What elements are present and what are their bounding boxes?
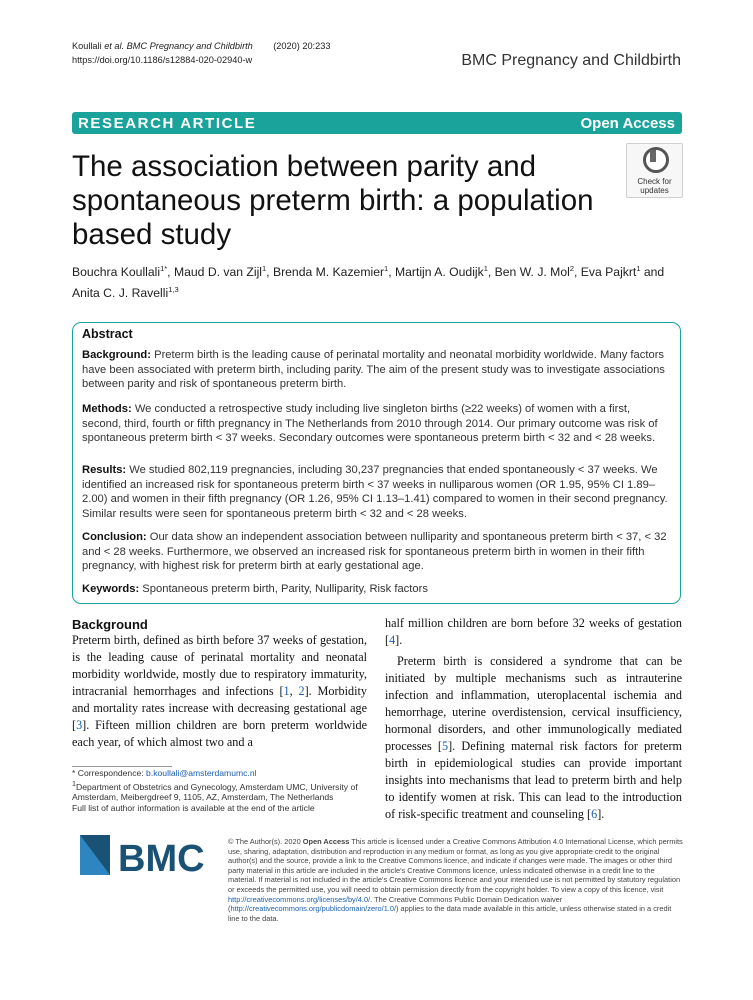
author-list: Bouchra Koullali$^{1*}$, Maud D. van Zijl$^1$, Brenda M. Kazemier$^1$, Martijn A. Oudijk$^1$, Ben W. J. Mol$^2$, Eva Pajkrt$^1$ and Anita C. J. Ravelli$^{1,3}$ (72, 264, 665, 301)
citation-year: (2020) 20:233 (273, 41, 331, 51)
abstract-heading: Abstract (82, 327, 133, 341)
check-for-updates-icon (643, 147, 669, 173)
article-title: The association between parity and spontaneous preterm birth: a population based study (72, 150, 594, 251)
license-link[interactable]: http://creativecommons.org/licenses/by/4.0/ (228, 894, 371, 904)
journal-name: BMC Pregnancy and Childbirth (461, 52, 681, 69)
doi-link[interactable]: https://doi.org/10.1186/s12884-020-02940-w (72, 54, 253, 65)
bmc-logo-text: BMC (118, 838, 205, 880)
citation-link[interactable]: 6 (591, 807, 598, 821)
section-heading: Background (72, 617, 148, 632)
check-for-updates-label: Check for updates (637, 177, 672, 195)
bmc-logo-icon (78, 823, 218, 883)
body-left-column: Preterm birth, defined as birth before 37 weeks of gestation, is the leading cause of perinatal mortality and neonatal morbidity worldwide, mostly due to respiratory immaturity, intracranial hemorrhages and infections [1, 2]. Morbidity and mortality rates increase with decreasing gestational age [3]. Fifteen million children are born preterm worldwide each year, of which almost two and a (72, 633, 367, 749)
abstract-methods: Methods: We conducted a retrospective study including live singleton births (≥22 weeks) of women with a first, second, third, fourth or fifth pregnancy in The Netherlands from 2010 through 2014. Our primary outcome was risk of spontaneous preterm birth < 37 weeks. Secondary outcomes were spontaneous preterm birth < 32 and < 28 weeks. (82, 403, 658, 445)
citation-link[interactable]: 1 (283, 684, 290, 698)
citation-link[interactable]: 4 (389, 633, 396, 647)
abstract-results: Results: We studied 802,119 pregnancies, including 30,237 pregnancies that ended spontaneously < 37 weeks. We identified an increased risk for spontaneous preterm birth < 37 weeks in nulliparous women (OR 1.95, 95% CI 1.89–2.00) and women in their fifth pregnancy (OR 1.26, 95% CI 1.13–1.41) compared to women in their second pregnancy. Similar results were seen for spontaneous preterm birth < 32 and < 28 weeks. (82, 464, 668, 520)
license-text: © The Author(s). 2020 Open Access This article is licensed under a Creative Commons Attribution 4.0 International License, which permits use, sharing, adaptation, distribution and reproduction in any medium or format, as long as you give appropriate credit to the original author(s) and the source, provide a link to the Creative Commons licence, and indicate if changes were made. The images or other third party material in this article are included in the article's Creative Commons licence, unless indicated otherwise in a credit line to the material. If material is not included in the article's Creative Commons licence and your intended use is not permitted by statutory regulation or exceeds the permitted use, you will need to obtain permission directly from the copyright holder. To view a copy of this licence, visit http://creativecommons.org/licenses/by/4.0/. The Creative Commons Public Domain Dedication waiver (http://creativecommons.org/publicdomain/zero/1.0/) applies to the data made available in this article, unless otherwise stated in a credit line to the data. (228, 837, 683, 923)
bookmark-icon (650, 150, 656, 162)
waiver-link[interactable]: http://creativecommons.org/publicdomain/zero/1.0/ (230, 904, 397, 914)
footnote-divider (72, 766, 172, 767)
citation-link[interactable]: 3 (76, 718, 83, 732)
correspondence-footnote: * Correspondence: b.koullali@amsterdamumc.nl $^1$Department of Obstetrics and Gynecology, Amsterdam UMC, University of Amsterdam, Meibergdreef 9, 1105, AZ, Amsterdam, The Netherlands Full list of author information is available at the end of the article (72, 768, 358, 813)
running-header (72, 40, 330, 67)
citation-authors: Koullali (72, 41, 105, 51)
citation-link[interactable]: 5 (441, 739, 449, 753)
open-access-label: Open Access (580, 115, 675, 132)
citation-journal: et al. BMC Pregnancy and Childbirth (104, 41, 253, 51)
body-right-column: half million children are born before 32 weeks of gestation [4]. Preterm birth is considered a syndrome that can be initiated by multiple mechanisms such as intrauterine infection and inflammation, uteroplacental ischemia and hemorrhage, uterine overdistension, cervical insufficiency, hormonal disorders, and other immunologically mediated processes [5]. Defining maternal risk factors for preterm birth in epidemiological studies can provide important insights into mechanisms that lead to preterm birth and help to identify women at risk. This can lead to the introduction of risk-specific treatment and counseling [6]. (385, 616, 682, 821)
abstract-keywords: Keywords: Spontaneous preterm birth, Parity, Nulliparity, Risk factors (82, 583, 428, 595)
abstract-conclusion: Conclusion: Our data show an independent association between nulliparity and spontaneous preterm birth < 37, < 32 and < 28 weeks. Furthermore, we observed an increased risk for spontaneous preterm birth in women in their fifth pregnancy, with highest risk for preterm birth at early gestational age. (82, 531, 667, 573)
article-type-label: RESEARCH ARTICLE (78, 115, 257, 132)
abstract-background: Background: Preterm birth is the leading cause of perinatal mortality and neonatal morbidity worldwide. Many factors have been associated with preterm birth, including parity. The aim of the present study was to investigate associations between parity and risk of spontaneous preterm birth. (82, 349, 665, 391)
email-link[interactable]: b.koullali@amsterdamumc.nl (146, 768, 257, 778)
citation-link[interactable]: 2 (298, 684, 305, 698)
